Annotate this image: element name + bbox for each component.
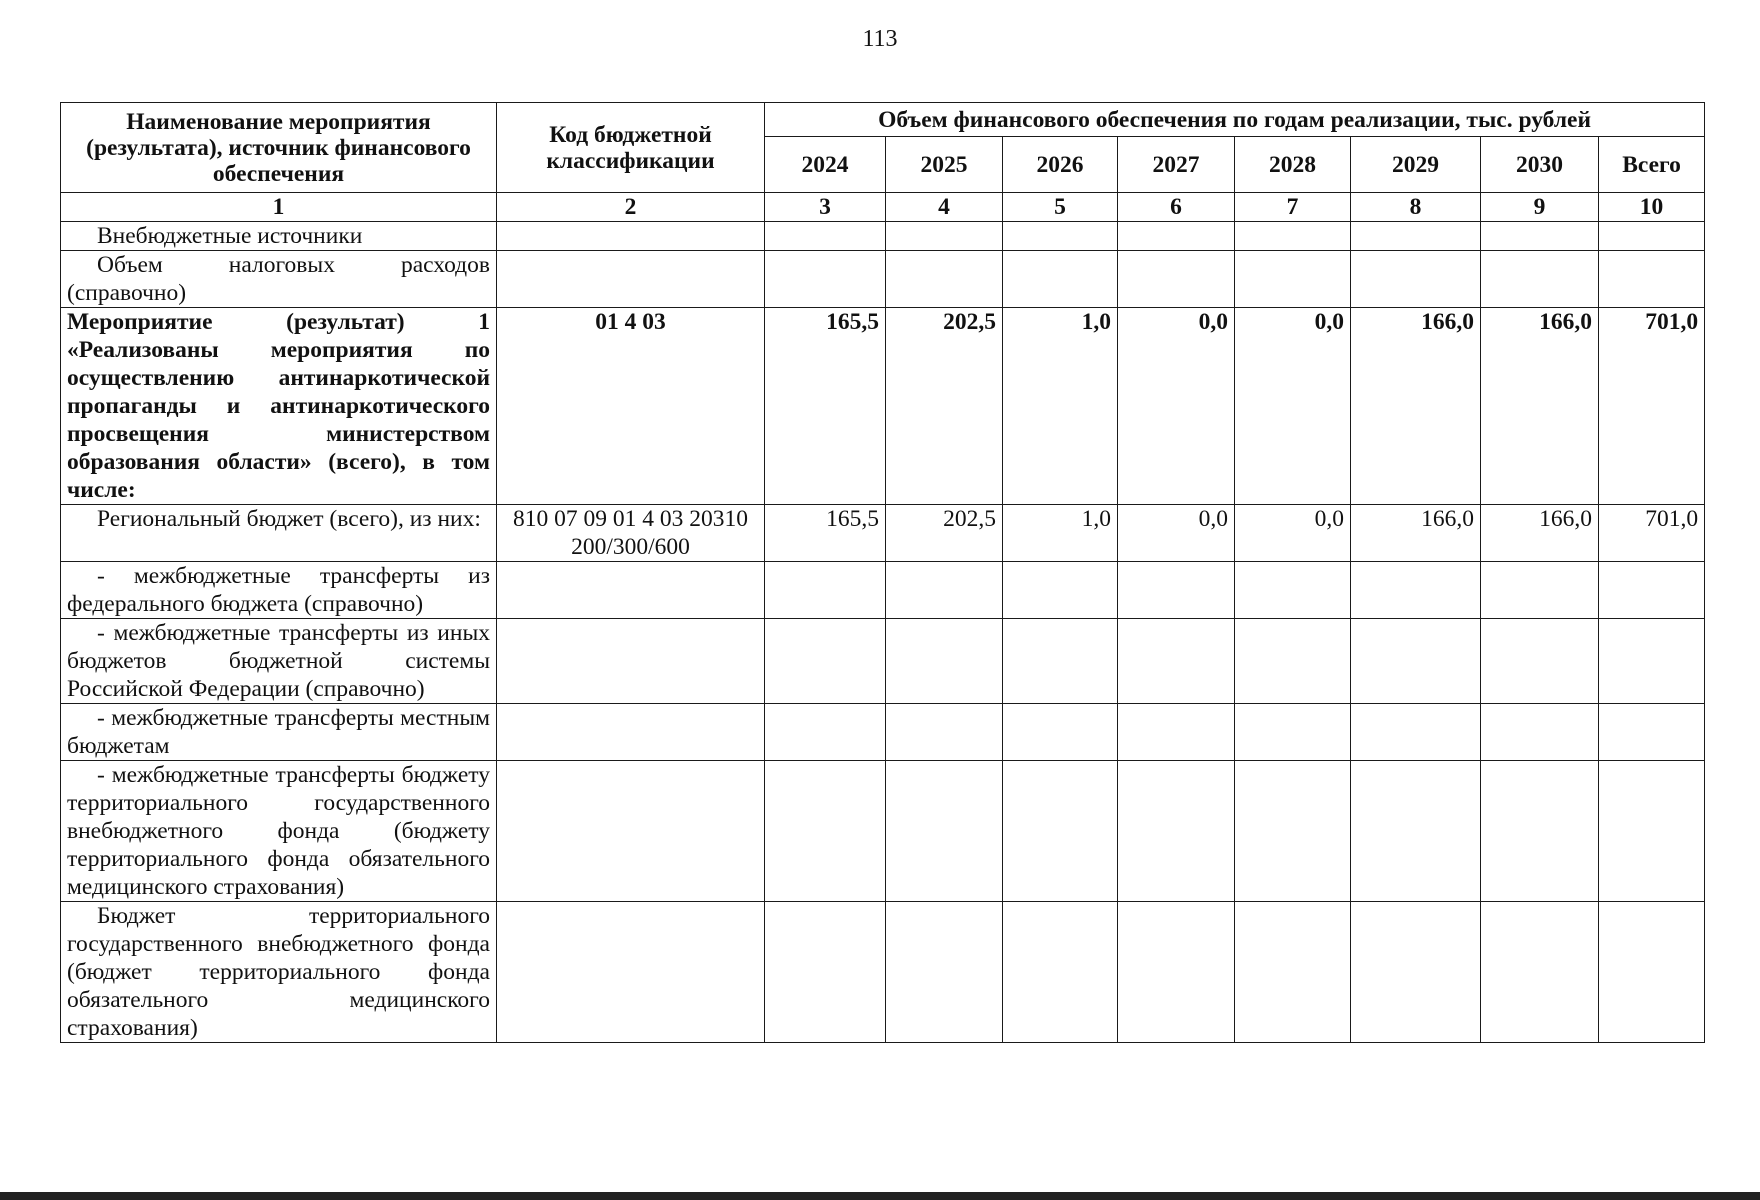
row-value: [1118, 704, 1235, 761]
row-code: [497, 562, 765, 619]
row-name: Мероприятие (результат) 1 «Реализованы мероприятия по осуществлению антинаркотической пропаганды и антинаркотического просвещения министерством образования области» (всего), в том числе:: [61, 308, 497, 505]
column-numbers-row: [61, 193, 1705, 222]
row-value: [1235, 619, 1351, 704]
row-value: 166,0: [1351, 505, 1481, 562]
row-value: [1351, 251, 1481, 308]
row-value: [1003, 562, 1118, 619]
row-name: Внебюджетные источники: [61, 222, 497, 251]
header-year: 2024: [765, 137, 886, 193]
row-value: 0,0: [1118, 308, 1235, 505]
header-year: 2028: [1235, 137, 1351, 193]
row-value: [1235, 902, 1351, 1043]
table-row: [61, 619, 1705, 704]
row-name: - межбюджетные трансферты из иных бюджетов бюджетной системы Российской Федерации (справочно): [61, 619, 497, 704]
row-value: 1,0: [1003, 505, 1118, 562]
row-value: [1481, 251, 1599, 308]
row-value: [1235, 761, 1351, 902]
row-value: [1118, 761, 1235, 902]
row-value: [1118, 562, 1235, 619]
column-number: 2: [497, 193, 765, 222]
row-value: [1118, 902, 1235, 1043]
header-year: 2027: [1118, 137, 1235, 193]
row-value: 701,0: [1599, 308, 1705, 505]
column-number: 4: [886, 193, 1003, 222]
row-value: [1235, 704, 1351, 761]
row-value: 701,0: [1599, 505, 1705, 562]
financing-table: [60, 102, 1705, 1043]
row-value: [1351, 902, 1481, 1043]
row-value: [1481, 222, 1599, 251]
row-value: 166,0: [1481, 505, 1599, 562]
row-value: [1481, 761, 1599, 902]
header-year: 2026: [1003, 137, 1118, 193]
row-code: [497, 902, 765, 1043]
scan-edge-bar: [0, 1192, 1760, 1200]
row-code: 810 07 09 01 4 03 20310 200/300/600: [497, 505, 765, 562]
row-value: [1003, 222, 1118, 251]
row-value: [886, 902, 1003, 1043]
row-value: [1481, 902, 1599, 1043]
row-value: [765, 562, 886, 619]
table-row: [61, 308, 1705, 505]
row-value: 0,0: [1235, 505, 1351, 562]
row-value: 166,0: [1481, 308, 1599, 505]
header-total: Всего: [1599, 137, 1705, 193]
column-number: 9: [1481, 193, 1599, 222]
row-value: [1003, 902, 1118, 1043]
row-value: [1599, 222, 1705, 251]
row-name: - межбюджетные трансферты местным бюджетам: [61, 704, 497, 761]
row-value: 202,5: [886, 505, 1003, 562]
header-code: Код бюджетной классификации: [497, 103, 765, 193]
row-name: - межбюджетные трансферты из федерального бюджета (справочно): [61, 562, 497, 619]
row-value: [765, 704, 886, 761]
row-value: 166,0: [1351, 308, 1481, 505]
row-value: [886, 222, 1003, 251]
header-year: 2030: [1481, 137, 1599, 193]
column-number: 3: [765, 193, 886, 222]
row-value: [1599, 704, 1705, 761]
row-value: [765, 251, 886, 308]
row-value: [1118, 251, 1235, 308]
row-value: [1351, 562, 1481, 619]
row-value: [1003, 761, 1118, 902]
table-row: [61, 761, 1705, 902]
row-value: 202,5: [886, 308, 1003, 505]
row-value: [1351, 222, 1481, 251]
header-year: 2029: [1351, 137, 1481, 193]
row-name: Региональный бюджет (всего), из них:: [61, 505, 497, 562]
table-row: [61, 251, 1705, 308]
row-value: [765, 902, 886, 1043]
row-value: [886, 562, 1003, 619]
row-name: - межбюджетные трансферты бюджету территориального государственного внебюджетного фонда (бюджету территориального фонда обязательного медицинского страхования): [61, 761, 497, 902]
row-value: [1235, 251, 1351, 308]
row-value: [1003, 619, 1118, 704]
row-value: [1481, 619, 1599, 704]
row-value: [1235, 222, 1351, 251]
table-row: [61, 505, 1705, 562]
row-code: [497, 761, 765, 902]
row-code: 01 4 03: [497, 308, 765, 505]
column-number: 1: [61, 193, 497, 222]
row-value: [1599, 562, 1705, 619]
header-name: Наименование мероприятия (результата), источник финансового обеспечения: [61, 103, 497, 193]
row-name: Бюджет территориального государственного внебюджетного фонда (бюджет территориального фонда обязательного медицинского страхования): [61, 902, 497, 1043]
row-value: [765, 222, 886, 251]
row-value: [765, 761, 886, 902]
row-value: 1,0: [1003, 308, 1118, 505]
row-code: [497, 251, 765, 308]
row-value: [1118, 619, 1235, 704]
row-value: [1003, 704, 1118, 761]
row-value: [1599, 619, 1705, 704]
column-number: 6: [1118, 193, 1235, 222]
row-code: [497, 619, 765, 704]
column-number: 10: [1599, 193, 1705, 222]
row-value: [1235, 562, 1351, 619]
header-year: 2025: [886, 137, 1003, 193]
row-value: [1599, 902, 1705, 1043]
row-value: [1599, 251, 1705, 308]
row-value: [886, 619, 1003, 704]
column-number: 7: [1235, 193, 1351, 222]
row-value: [765, 619, 886, 704]
row-value: [1481, 704, 1599, 761]
row-value: [886, 704, 1003, 761]
row-name: Объем налоговых расходов (справочно): [61, 251, 497, 308]
column-number: 8: [1351, 193, 1481, 222]
row-value: 165,5: [765, 505, 886, 562]
row-value: [1003, 251, 1118, 308]
row-value: 0,0: [1118, 505, 1235, 562]
row-value: [1351, 704, 1481, 761]
row-value: [1481, 562, 1599, 619]
page-number: 113: [862, 26, 898, 52]
row-value: 165,5: [765, 308, 886, 505]
table-row: [61, 562, 1705, 619]
table-row: [61, 222, 1705, 251]
table-row: [61, 704, 1705, 761]
row-code: [497, 222, 765, 251]
row-value: [1118, 222, 1235, 251]
header-volume: Объем финансового обеспечения по годам реализации, тыс. рублей: [765, 103, 1705, 137]
row-value: [886, 251, 1003, 308]
row-code: [497, 704, 765, 761]
column-number: 5: [1003, 193, 1118, 222]
row-value: 0,0: [1235, 308, 1351, 505]
row-value: [1599, 761, 1705, 902]
row-value: [1351, 619, 1481, 704]
row-value: [886, 761, 1003, 902]
table-row: [61, 902, 1705, 1043]
row-value: [1351, 761, 1481, 902]
